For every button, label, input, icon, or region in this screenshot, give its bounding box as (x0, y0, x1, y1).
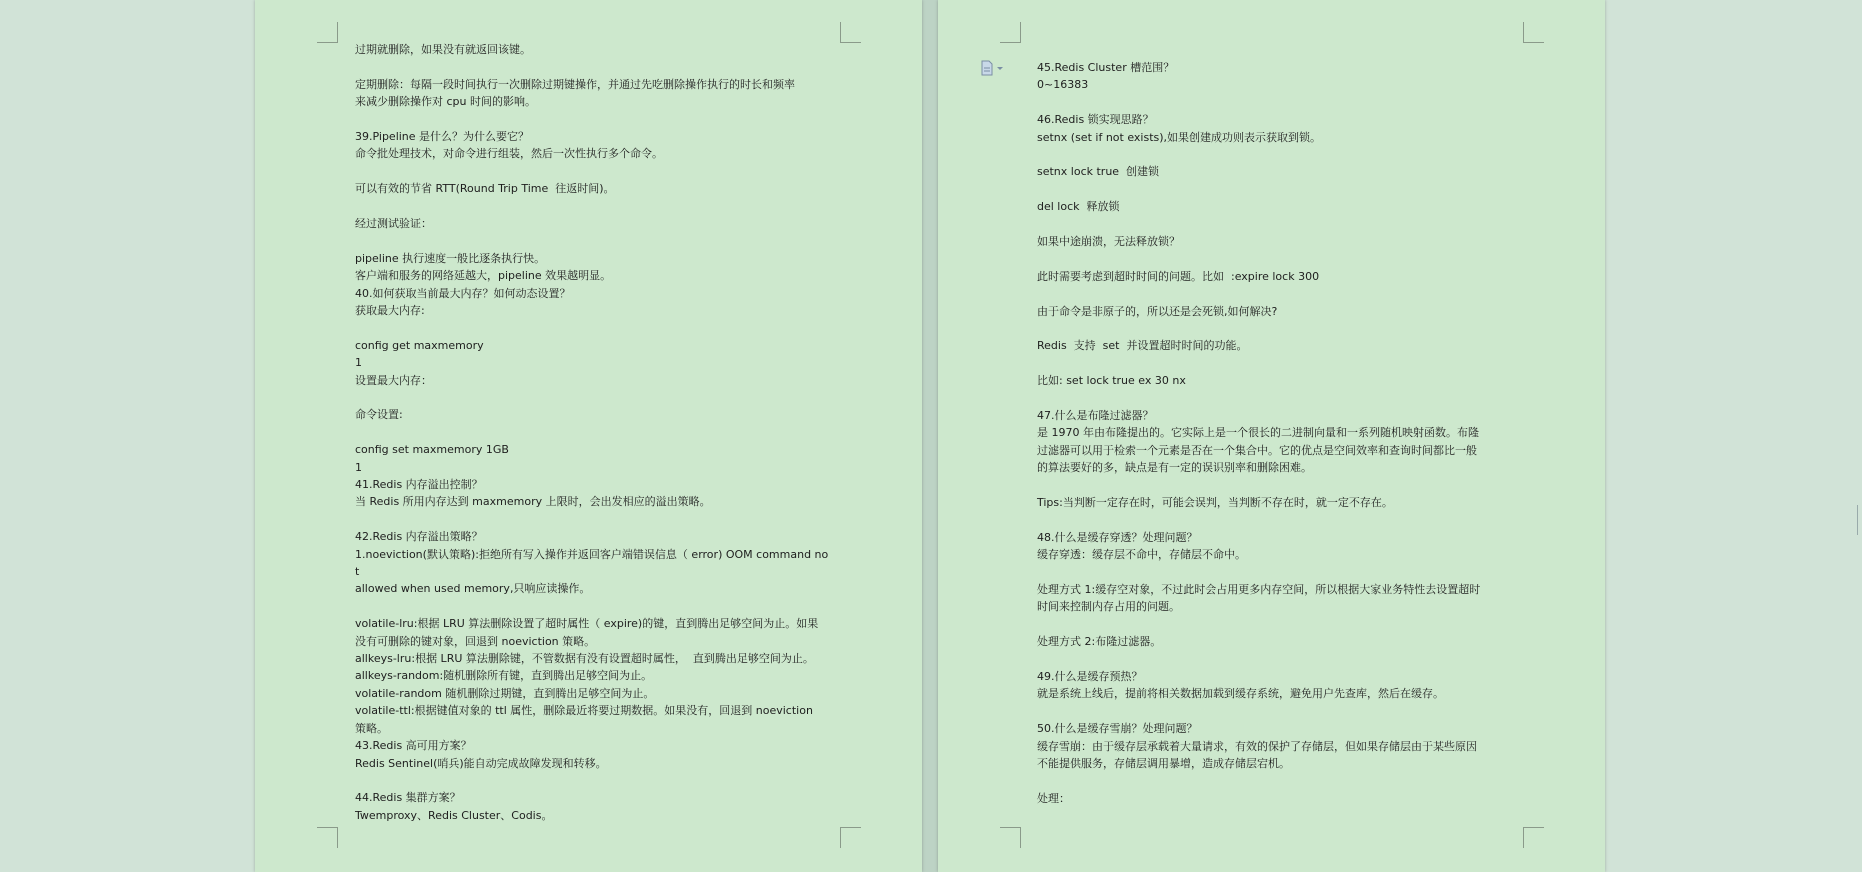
text-line (1037, 477, 1512, 494)
text-line: 定期删除：每隔一段时间执行一次删除过期键操作，并通过先吃删除操作执行的时长和频率 (355, 77, 795, 91)
text-line (1037, 250, 1512, 267)
text-line: 过期就删除，如果没有就返回该键。 (355, 43, 531, 56)
text-line: Twemproxy、Redis Cluster、Codis。 (355, 808, 553, 822)
text-line: 49.什么是缓存预热？ (1037, 670, 1143, 683)
text-line: setnx (set if not exists),如果创建成功则表示获取到锁。 (1037, 130, 1322, 144)
text-line: Redis Sentinel(哨兵)能自动完成故障发现和转移。 (355, 756, 607, 770)
text-line: 处理： (1037, 791, 1070, 805)
text-line: 比如: set lock true ex 30 nx (1037, 374, 1186, 388)
text-line (355, 772, 830, 789)
page-text-left[interactable] (355, 41, 830, 824)
margin-corner-top-right (1523, 22, 1544, 43)
text-line: 45.Redis Cluster 槽范围？ (1037, 61, 1175, 74)
text-line: 1.noeviction(默认策略):拒绝所有写入操作并返回客户端错误信息（ error) OOM command not (355, 547, 829, 579)
text-line: 过滤器可以用于检索一个元素是否在一个集合中。它的优点是空间效率和查询时间都比一般 (1037, 443, 1477, 457)
text-line: 如果中途崩溃，无法释放锁？ (1037, 235, 1180, 248)
text-line: 是 1970 年由布隆提出的。它实际上是一个很长的二进制向量和一系列随机映射函数。布隆 (1037, 426, 1479, 440)
text-line (1037, 216, 1512, 233)
text-line: setnx lock true 创建锁 (1037, 165, 1160, 179)
text-line (355, 598, 830, 615)
text-line: allowed when used memory,只响应读操作。 (355, 582, 591, 596)
text-line (1037, 703, 1512, 720)
text-line: 可以有效的节省 RTT(Round Trip Time 往返时间)。 (355, 182, 615, 196)
text-line: 43.Redis 高可用方案？ (355, 739, 472, 753)
page-text-right[interactable] (1037, 59, 1512, 807)
document-page-right[interactable] (938, 0, 1605, 872)
text-line: Redis 支持 set 并设置超时时间的功能。 (1037, 339, 1248, 353)
text-line: 39.Pipeline 是什么？为什么要它？ (355, 130, 530, 143)
text-line: 命令设置: (355, 408, 403, 422)
text-line (1037, 146, 1512, 163)
text-line (1037, 94, 1512, 111)
document-dropdown-icon[interactable] (980, 60, 1006, 76)
text-line (355, 163, 830, 180)
margin-corner-bottom-left (1000, 827, 1021, 848)
text-line: pipeline 执行速度一般比逐条执行快。 (355, 251, 546, 265)
margin-corner-bottom-right (1523, 827, 1544, 848)
text-line: 客户端和服务的网络延越大，pipeline 效果越明显。 (355, 269, 612, 283)
text-line: 策略。 (355, 721, 388, 735)
text-line: volatile-random 随机删除过期键，直到腾出足够空间为止。 (355, 686, 655, 700)
text-line (1037, 511, 1512, 528)
text-line (1037, 285, 1512, 302)
text-line: 处理方式 1:缓存空对象，不过此时会占用更多内存空间，所以根据大家业务特性去设置超时 (1037, 583, 1481, 596)
text-line: 不能提供服务，存储层调用暴增，造成存储层宕机。 (1037, 757, 1290, 771)
text-line: 46.Redis 锁实现思路？ (1037, 113, 1154, 127)
margin-corner-bottom-left (317, 827, 338, 848)
text-line: 当 Redis 所用内存达到 maxmemory 上限时，会出发相应的溢出策略。 (355, 495, 711, 509)
text-line (355, 58, 830, 75)
page-gap (922, 0, 938, 872)
text-line (1037, 390, 1512, 407)
text-line: 的算法要好的多，缺点是有一定的误识别率和删除困难。 (1037, 461, 1312, 475)
text-line (355, 198, 830, 215)
text-line: 缓存穿透：缓存层不命中，存储层不命中。 (1037, 548, 1246, 562)
text-line: config set maxmemory 1GB (355, 443, 509, 457)
text-line (355, 511, 830, 528)
text-line: allkeys-lru:根据 LRU 算法删除键，不管数据有没有设置超时属性， 直到腾出足够空间为止。 (355, 652, 814, 666)
text-line: 就是系统上线后，提前将相关数据加载到缓存系统，避免用户先查库，然后在缓存。 (1037, 687, 1444, 701)
text-line: 48.什么是缓存穿透？处理问题？ (1037, 530, 1198, 544)
text-line: 命令批处理技术，对命令进行组装，然后一次性执行多个命令。 (355, 147, 663, 161)
text-line (1037, 564, 1512, 581)
text-line: 1 (355, 356, 362, 370)
text-line: volatile-ttl:根据键值对象的 ttl 属性，删除最近将要过期数据。如果没有，回退到 noeviction (355, 704, 813, 718)
text-line: 获取最大内存: (355, 304, 425, 318)
text-line: 44.Redis 集群方案？ (355, 791, 461, 805)
text-line: 经过测试验证： (355, 217, 432, 230)
text-line: 由于命令是非原子的，所以还是会死锁,如何解决? (1037, 304, 1278, 318)
text-line: Tips:当判断一定存在时，可能会误判，当判断不存在时，就一定不存在。 (1037, 496, 1393, 509)
text-line: del lock 释放锁 (1037, 200, 1120, 214)
text-line: volatile-lru:根据 LRU 算法删除设置了超时属性（ expire)的键，直到腾出足够空间为止。如果 (355, 617, 819, 631)
text-line: 设置最大内存： (355, 373, 432, 387)
text-line: 47.什么是布隆过滤器？ (1037, 408, 1154, 422)
text-line: 缓存雪崩：由于缓存层承载着大量请求，有效的保护了存储层，但如果存储层由于某些原因 (1037, 739, 1477, 753)
text-line (355, 111, 830, 128)
text-line: 此时需要考虑到超时时间的问题。比如 :expire lock 300 (1037, 269, 1320, 283)
text-line: 50.什么是缓存雪崩？处理问题？ (1037, 722, 1198, 736)
text-line: 没有可删除的键对象，回退到 noeviction 策略。 (355, 634, 596, 648)
text-line (355, 389, 830, 406)
text-line: config get maxmemory (355, 338, 484, 352)
text-line: 42.Redis 内存溢出策略？ (355, 530, 483, 544)
text-line (1037, 651, 1512, 668)
text-line: allkeys-random:随机删除所有键，直到腾出足够空间为止。 (355, 669, 653, 683)
text-line: 41.Redis 内存溢出控制？ (355, 478, 483, 492)
margin-corner-bottom-right (840, 827, 861, 848)
text-line (355, 424, 830, 441)
text-line: 来减少删除操作对 cpu 时间的影响。 (355, 95, 536, 109)
margin-corner-top-right (840, 22, 861, 43)
text-line (1037, 181, 1512, 198)
text-line (1037, 320, 1512, 337)
text-line (1037, 616, 1512, 633)
document-page-left[interactable] (255, 0, 922, 872)
text-line: 1 (355, 460, 362, 474)
text-line: 40.如何获取当前最大内存？如何动态设置？ (355, 286, 571, 300)
scroll-indicator[interactable] (1857, 505, 1862, 535)
text-line (1037, 772, 1512, 789)
text-line (1037, 355, 1512, 372)
text-line (355, 232, 830, 249)
margin-corner-top-left (317, 22, 338, 43)
text-line: 处理方式 2:布隆过滤器。 (1037, 635, 1162, 649)
text-line: 0~16383 (1037, 78, 1089, 92)
text-line (355, 319, 830, 336)
text-line: 时间来控制内存占用的问题。 (1037, 600, 1180, 614)
margin-corner-top-left (1000, 22, 1021, 43)
